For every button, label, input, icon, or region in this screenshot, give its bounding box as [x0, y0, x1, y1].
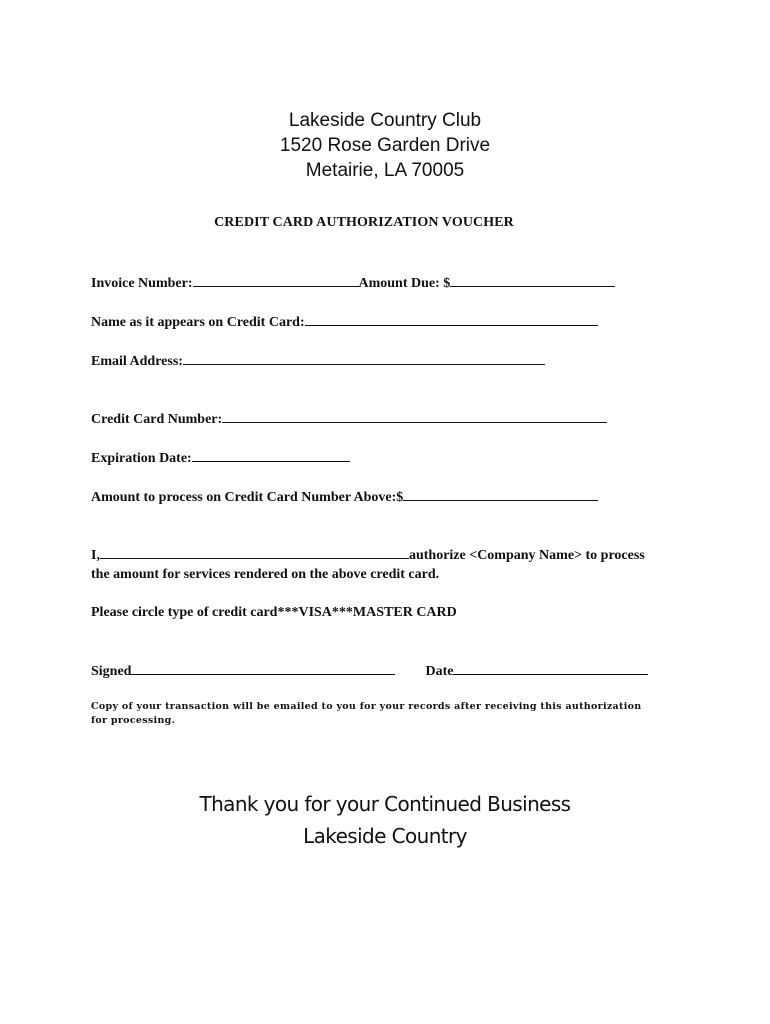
amount-due-field[interactable]	[450, 274, 615, 287]
document-title: CREDIT CARD AUTHORIZATION VOUCHER	[214, 215, 514, 230]
date-label: Date	[425, 664, 454, 679]
amount-to-process-label: Amount to process on Credit Card Number Above:$	[91, 490, 404, 505]
club-street: 1520 Rose Garden Drive	[279, 135, 491, 156]
expiration-label: Expiration Date:	[91, 451, 192, 466]
expiration-row	[91, 449, 350, 468]
amount-to-process-row	[91, 488, 598, 507]
expiration-field[interactable]	[192, 449, 350, 462]
card-number-row	[91, 410, 607, 429]
name-on-card-row	[91, 313, 598, 332]
signature-row	[91, 662, 648, 681]
authorizer-name-field[interactable]	[100, 546, 409, 559]
authorization-prefix: I,	[91, 548, 100, 563]
email-field[interactable]	[183, 352, 545, 365]
footer-line2: Lakeside Country	[303, 824, 467, 848]
amount-to-process-field[interactable]	[403, 488, 598, 501]
transaction-notice: Copy of your transaction will be emailed to you for your records after receiving this authorization for processing.	[91, 701, 642, 726]
email-row	[91, 352, 545, 371]
club-city: Metairie, LA 70005	[305, 160, 465, 181]
club-header	[0, 108, 770, 183]
invoice-row	[91, 274, 615, 293]
signed-label: Signed	[91, 664, 132, 679]
thank-you-footer	[0, 788, 770, 852]
footer-line1: Thank you for your Continued Business	[199, 792, 571, 816]
authorization-line2: the amount for services rendered on the above credit card.	[91, 567, 440, 582]
authorization-paragraph	[91, 546, 691, 584]
card-number-label: Credit Card Number:	[91, 412, 223, 427]
date-field[interactable]	[453, 662, 648, 675]
invoice-number-label: Invoice Number:	[91, 276, 193, 291]
authorization-suffix: authorize <Company Name> to process	[408, 548, 645, 563]
invoice-number-field[interactable]	[193, 274, 359, 287]
amount-due-label: Amount Due: $	[358, 276, 451, 291]
card-type-instruction: Please circle type of credit card***VISA***MASTER CARD	[91, 605, 457, 620]
name-on-card-label: Name as it appears on Credit Card:	[91, 315, 305, 330]
club-name: Lakeside Country Club	[288, 110, 482, 131]
card-number-field[interactable]	[222, 410, 607, 423]
signature-field[interactable]	[131, 662, 395, 675]
name-on-card-field[interactable]	[305, 313, 598, 326]
email-label: Email Address:	[91, 354, 183, 369]
